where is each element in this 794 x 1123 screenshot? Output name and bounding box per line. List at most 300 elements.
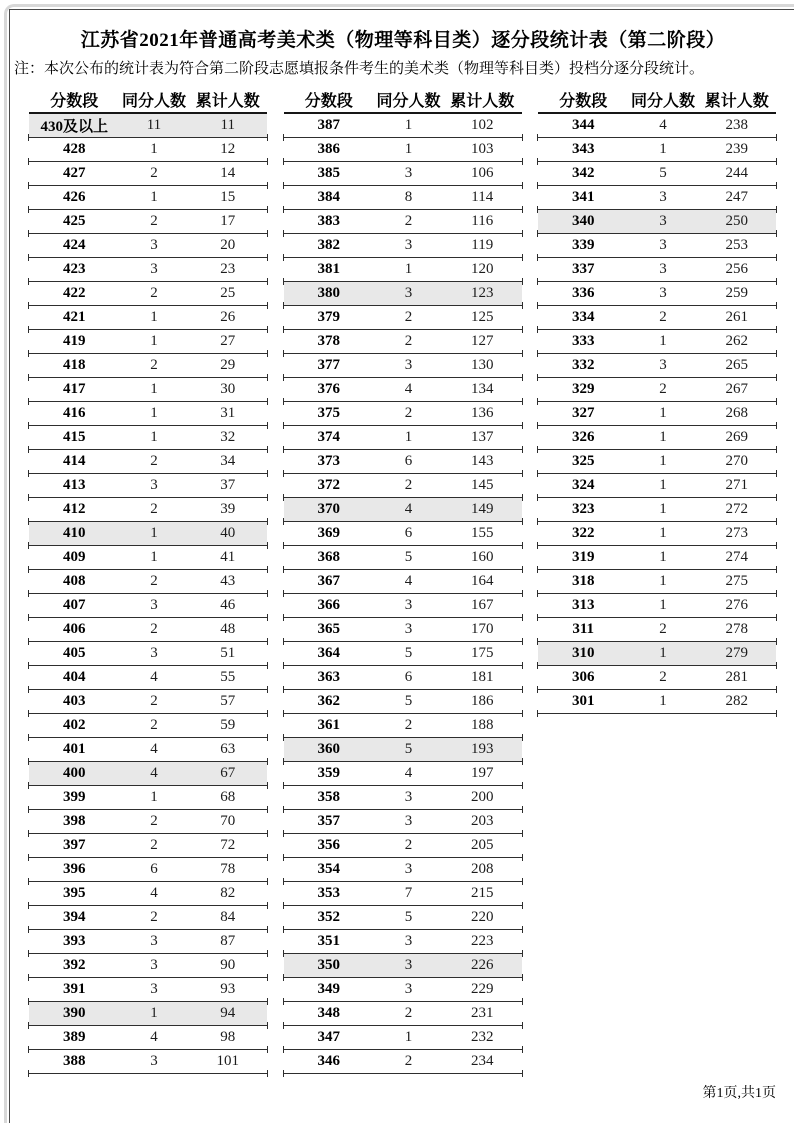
cumulative-count-cell: 205 — [443, 834, 522, 858]
score-band-cell: 407 — [29, 594, 119, 618]
same-score-count-cell: 1 — [628, 498, 697, 522]
same-score-count-cell: 1 — [628, 594, 697, 618]
cumulative-count-cell: 72 — [188, 834, 267, 858]
score-band-cell: 394 — [29, 906, 119, 930]
table-row — [284, 306, 522, 330]
table-row — [29, 402, 267, 426]
same-score-count-cell: 1 — [374, 113, 443, 138]
table-row — [284, 1026, 522, 1050]
score-band-cell: 363 — [284, 666, 374, 690]
cumulative-count-cell: 43 — [188, 570, 267, 594]
cumulative-count-cell: 256 — [697, 258, 776, 282]
same-score-count-cell: 1 — [628, 522, 697, 546]
table-row — [29, 474, 267, 498]
cumulative-count-cell: 170 — [443, 618, 522, 642]
same-score-count-cell: 7 — [374, 882, 443, 906]
cumulative-count-cell: 229 — [443, 978, 522, 1002]
score-band-cell: 393 — [29, 930, 119, 954]
table-row — [284, 378, 522, 402]
same-score-count-cell: 1 — [119, 330, 188, 354]
cumulative-count-cell: 123 — [443, 282, 522, 306]
score-band-cell: 389 — [29, 1026, 119, 1050]
table-row — [538, 402, 776, 426]
cumulative-count-cell: 41 — [188, 546, 267, 570]
same-score-count-cell: 3 — [374, 234, 443, 258]
table-row — [29, 594, 267, 618]
table-row — [29, 810, 267, 834]
table-row — [29, 906, 267, 930]
score-band-cell: 419 — [29, 330, 119, 354]
cumulative-count-cell: 269 — [697, 426, 776, 450]
table-row — [284, 234, 522, 258]
score-band-cell: 344 — [538, 113, 628, 138]
cumulative-count-cell: 197 — [443, 762, 522, 786]
same-score-count-cell: 3 — [119, 642, 188, 666]
table-row — [284, 186, 522, 210]
same-score-count-cell: 2 — [628, 306, 697, 330]
score-band-cell: 381 — [284, 258, 374, 282]
table-row — [29, 426, 267, 450]
score-band-cell: 379 — [284, 306, 374, 330]
same-score-count-cell: 1 — [628, 570, 697, 594]
same-score-count-cell: 1 — [628, 138, 697, 162]
score-band-cell: 396 — [29, 858, 119, 882]
cumulative-count-cell: 238 — [697, 113, 776, 138]
same-score-count-cell: 2 — [374, 834, 443, 858]
cumulative-count-cell: 134 — [443, 378, 522, 402]
table-row — [284, 690, 522, 714]
table-row — [284, 450, 522, 474]
same-score-count-cell: 1 — [119, 378, 188, 402]
score-band-cell: 370 — [284, 498, 374, 522]
table-row — [284, 882, 522, 906]
score-band-cell: 332 — [538, 354, 628, 378]
cumulative-count-cell: 239 — [697, 138, 776, 162]
table-row — [29, 258, 267, 282]
cumulative-count-cell: 215 — [443, 882, 522, 906]
same-score-count-cell: 6 — [119, 858, 188, 882]
table-row — [284, 618, 522, 642]
same-score-count-cell: 2 — [374, 714, 443, 738]
cumulative-count-cell: 136 — [443, 402, 522, 426]
same-score-count-cell: 2 — [119, 714, 188, 738]
score-band-cell: 383 — [284, 210, 374, 234]
score-band-cell: 386 — [284, 138, 374, 162]
cumulative-count-cell: 125 — [443, 306, 522, 330]
same-score-count-cell: 2 — [119, 450, 188, 474]
table-row — [284, 258, 522, 282]
score-band-cell: 372 — [284, 474, 374, 498]
score-band-cell: 391 — [29, 978, 119, 1002]
cumulative-count-cell: 32 — [188, 426, 267, 450]
cumulative-count-cell: 102 — [443, 113, 522, 138]
table-row — [538, 306, 776, 330]
cumulative-count-cell: 226 — [443, 954, 522, 978]
same-score-count-cell: 3 — [374, 594, 443, 618]
table-row — [29, 162, 267, 186]
table-row — [284, 522, 522, 546]
cumulative-count-cell: 82 — [188, 882, 267, 906]
tables-container — [29, 86, 776, 1074]
same-score-count-cell: 3 — [119, 954, 188, 978]
score-band-cell: 306 — [538, 666, 628, 690]
same-score-count-cell: 2 — [374, 210, 443, 234]
table-row — [284, 906, 522, 930]
table-row — [538, 258, 776, 282]
cumulative-count-cell: 27 — [188, 330, 267, 354]
same-score-count-cell: 3 — [119, 258, 188, 282]
cumulative-count-cell: 273 — [697, 522, 776, 546]
score-band-cell: 311 — [538, 618, 628, 642]
cumulative-count-cell: 275 — [697, 570, 776, 594]
score-band-cell: 414 — [29, 450, 119, 474]
table-row — [538, 186, 776, 210]
table-row — [29, 186, 267, 210]
score-band-cell: 374 — [284, 426, 374, 450]
table-row — [538, 330, 776, 354]
cumulative-count-cell: 119 — [443, 234, 522, 258]
score-band-cell: 427 — [29, 162, 119, 186]
table-row — [284, 834, 522, 858]
cumulative-count-cell: 116 — [443, 210, 522, 234]
table-row — [538, 138, 776, 162]
score-band-cell: 310 — [538, 642, 628, 666]
score-band-cell: 418 — [29, 354, 119, 378]
cumulative-count-cell: 137 — [443, 426, 522, 450]
table-row — [284, 282, 522, 306]
same-score-count-cell: 3 — [374, 162, 443, 186]
score-band-cell: 376 — [284, 378, 374, 402]
score-band-cell: 343 — [538, 138, 628, 162]
table-row — [538, 546, 776, 570]
table-row — [284, 570, 522, 594]
column-header-score: 分数段 — [538, 86, 628, 113]
cumulative-count-cell: 274 — [697, 546, 776, 570]
same-score-count-cell: 1 — [119, 402, 188, 426]
same-score-count-cell: 3 — [628, 186, 697, 210]
same-score-count-cell: 5 — [374, 906, 443, 930]
table-row — [29, 690, 267, 714]
table-row — [29, 1002, 267, 1026]
cumulative-count-cell: 87 — [188, 930, 267, 954]
same-score-count-cell: 1 — [628, 546, 697, 570]
same-score-count-cell: 6 — [374, 522, 443, 546]
table-row — [284, 498, 522, 522]
cumulative-count-cell: 106 — [443, 162, 522, 186]
same-score-count-cell: 3 — [628, 354, 697, 378]
table-row — [29, 834, 267, 858]
same-score-count-cell: 2 — [119, 690, 188, 714]
score-band-cell: 409 — [29, 546, 119, 570]
table-row — [29, 378, 267, 402]
table-row — [538, 354, 776, 378]
score-band-cell: 339 — [538, 234, 628, 258]
score-band-cell: 356 — [284, 834, 374, 858]
same-score-count-cell: 4 — [119, 762, 188, 786]
score-band-cell: 301 — [538, 690, 628, 714]
same-score-count-cell: 5 — [374, 690, 443, 714]
cumulative-count-cell: 220 — [443, 906, 522, 930]
same-score-count-cell: 2 — [119, 906, 188, 930]
cumulative-count-cell: 48 — [188, 618, 267, 642]
table-row — [538, 426, 776, 450]
score-band-cell: 408 — [29, 570, 119, 594]
cumulative-count-cell: 188 — [443, 714, 522, 738]
table-row — [29, 882, 267, 906]
cumulative-count-cell: 37 — [188, 474, 267, 498]
cumulative-count-cell: 63 — [188, 738, 267, 762]
score-band-cell: 423 — [29, 258, 119, 282]
table-row — [29, 306, 267, 330]
table-row — [284, 402, 522, 426]
score-band-cell: 352 — [284, 906, 374, 930]
score-band-cell: 388 — [29, 1050, 119, 1074]
same-score-count-cell: 2 — [119, 354, 188, 378]
same-score-count-cell: 2 — [119, 282, 188, 306]
cumulative-count-cell: 160 — [443, 546, 522, 570]
table-row — [538, 618, 776, 642]
cumulative-count-cell: 208 — [443, 858, 522, 882]
score-band-cell: 375 — [284, 402, 374, 426]
score-band-cell: 318 — [538, 570, 628, 594]
same-score-count-cell: 3 — [628, 282, 697, 306]
table-row — [29, 330, 267, 354]
score-band-cell: 361 — [284, 714, 374, 738]
cumulative-count-cell: 23 — [188, 258, 267, 282]
score-band-cell: 357 — [284, 810, 374, 834]
table-row — [29, 1050, 267, 1074]
cumulative-count-cell: 186 — [443, 690, 522, 714]
stats-table-2 — [284, 86, 522, 1074]
cumulative-count-cell: 259 — [697, 282, 776, 306]
same-score-count-cell: 4 — [374, 378, 443, 402]
table-row — [538, 690, 776, 714]
same-score-count-cell: 5 — [374, 738, 443, 762]
same-score-count-cell: 1 — [374, 1026, 443, 1050]
cumulative-count-cell: 270 — [697, 450, 776, 474]
column-header-score: 分数段 — [29, 86, 119, 113]
table-row — [538, 282, 776, 306]
cumulative-count-cell: 29 — [188, 354, 267, 378]
table-row — [284, 642, 522, 666]
cumulative-count-cell: 250 — [697, 210, 776, 234]
same-score-count-cell: 4 — [119, 1026, 188, 1050]
cumulative-count-cell: 261 — [697, 306, 776, 330]
same-score-count-cell: 3 — [374, 786, 443, 810]
score-band-cell: 416 — [29, 402, 119, 426]
cumulative-count-cell: 145 — [443, 474, 522, 498]
same-score-count-cell: 3 — [119, 234, 188, 258]
same-score-count-cell: 4 — [374, 762, 443, 786]
table-row — [284, 786, 522, 810]
score-band-cell: 400 — [29, 762, 119, 786]
same-score-count-cell: 1 — [628, 450, 697, 474]
cumulative-count-cell: 200 — [443, 786, 522, 810]
score-band-cell: 392 — [29, 954, 119, 978]
cumulative-count-cell: 278 — [697, 618, 776, 642]
score-band-cell: 346 — [284, 1050, 374, 1074]
cumulative-count-cell: 223 — [443, 930, 522, 954]
table-row — [29, 1026, 267, 1050]
cumulative-count-cell: 231 — [443, 1002, 522, 1026]
score-band-cell: 405 — [29, 642, 119, 666]
table-row — [284, 1050, 522, 1074]
table-row — [284, 594, 522, 618]
cumulative-count-cell: 46 — [188, 594, 267, 618]
table-row — [29, 714, 267, 738]
cumulative-count-cell: 271 — [697, 474, 776, 498]
same-score-count-cell: 3 — [374, 930, 443, 954]
cumulative-count-cell: 265 — [697, 354, 776, 378]
cumulative-count-cell: 25 — [188, 282, 267, 306]
score-band-cell: 404 — [29, 666, 119, 690]
score-band-cell: 377 — [284, 354, 374, 378]
cumulative-count-cell: 55 — [188, 666, 267, 690]
cumulative-count-cell: 70 — [188, 810, 267, 834]
same-score-count-cell: 2 — [628, 618, 697, 642]
score-band-cell: 334 — [538, 306, 628, 330]
cumulative-count-cell: 103 — [443, 138, 522, 162]
column-header-count: 同分人数 — [628, 86, 697, 113]
cumulative-count-cell: 94 — [188, 1002, 267, 1026]
same-score-count-cell: 2 — [119, 498, 188, 522]
cumulative-count-cell: 234 — [443, 1050, 522, 1074]
score-band-cell: 342 — [538, 162, 628, 186]
cumulative-count-cell: 84 — [188, 906, 267, 930]
score-band-cell: 397 — [29, 834, 119, 858]
table-row — [29, 113, 267, 138]
column-header-cum: 累计人数 — [443, 86, 522, 113]
cumulative-count-cell: 12 — [188, 138, 267, 162]
table-row — [538, 666, 776, 690]
column-header-count: 同分人数 — [119, 86, 188, 113]
cumulative-count-cell: 39 — [188, 498, 267, 522]
table-row — [538, 522, 776, 546]
score-band-cell: 413 — [29, 474, 119, 498]
cumulative-count-cell: 281 — [697, 666, 776, 690]
score-band-cell: 380 — [284, 282, 374, 306]
column-header-cum: 累计人数 — [188, 86, 267, 113]
score-band-cell: 323 — [538, 498, 628, 522]
cumulative-count-cell: 120 — [443, 258, 522, 282]
same-score-count-cell: 2 — [374, 1002, 443, 1026]
header-row — [284, 86, 522, 113]
score-band-cell: 401 — [29, 738, 119, 762]
same-score-count-cell: 4 — [374, 570, 443, 594]
table-row — [284, 162, 522, 186]
same-score-count-cell: 11 — [119, 113, 188, 138]
cumulative-count-cell: 11 — [188, 113, 267, 138]
cumulative-count-cell: 143 — [443, 450, 522, 474]
same-score-count-cell: 2 — [628, 666, 697, 690]
table-row — [29, 234, 267, 258]
score-band-cell: 326 — [538, 426, 628, 450]
cumulative-count-cell: 232 — [443, 1026, 522, 1050]
cumulative-count-cell: 15 — [188, 186, 267, 210]
score-band-cell: 364 — [284, 642, 374, 666]
cumulative-count-cell: 164 — [443, 570, 522, 594]
same-score-count-cell: 2 — [374, 1050, 443, 1074]
same-score-count-cell: 4 — [374, 498, 443, 522]
same-score-count-cell: 5 — [374, 546, 443, 570]
score-band-cell: 430及以上 — [29, 113, 119, 138]
score-band-cell: 348 — [284, 1002, 374, 1026]
table-row — [538, 234, 776, 258]
score-band-cell: 422 — [29, 282, 119, 306]
score-band-cell: 385 — [284, 162, 374, 186]
same-score-count-cell: 8 — [374, 186, 443, 210]
score-band-cell: 327 — [538, 402, 628, 426]
table-row — [29, 138, 267, 162]
score-band-cell: 369 — [284, 522, 374, 546]
cumulative-count-cell: 17 — [188, 210, 267, 234]
same-score-count-cell: 3 — [374, 954, 443, 978]
score-band-cell: 340 — [538, 210, 628, 234]
column-header-count: 同分人数 — [374, 86, 443, 113]
score-band-cell: 358 — [284, 786, 374, 810]
score-band-cell: 373 — [284, 450, 374, 474]
same-score-count-cell: 3 — [628, 234, 697, 258]
score-band-cell: 417 — [29, 378, 119, 402]
same-score-count-cell: 2 — [119, 570, 188, 594]
same-score-count-cell: 3 — [374, 810, 443, 834]
table-row — [29, 498, 267, 522]
table-row — [29, 954, 267, 978]
table-row — [284, 930, 522, 954]
table-row — [29, 786, 267, 810]
same-score-count-cell: 3 — [119, 978, 188, 1002]
table-row — [284, 1002, 522, 1026]
table-row — [29, 546, 267, 570]
score-band-cell: 341 — [538, 186, 628, 210]
same-score-count-cell: 2 — [119, 834, 188, 858]
cumulative-count-cell: 203 — [443, 810, 522, 834]
same-score-count-cell: 3 — [374, 282, 443, 306]
same-score-count-cell: 1 — [628, 330, 697, 354]
table-row — [29, 570, 267, 594]
cumulative-count-cell: 282 — [697, 690, 776, 714]
table-row — [538, 594, 776, 618]
page-note: 注：本次公布的统计表为符合第二阶段志愿填报条件考生的美术类（物理等科目类）投档分逐分段统计。 — [14, 61, 705, 77]
score-band-cell: 384 — [284, 186, 374, 210]
score-band-cell: 368 — [284, 546, 374, 570]
cumulative-count-cell: 181 — [443, 666, 522, 690]
same-score-count-cell: 3 — [374, 858, 443, 882]
cumulative-count-cell: 276 — [697, 594, 776, 618]
same-score-count-cell: 1 — [119, 522, 188, 546]
table-row — [29, 930, 267, 954]
same-score-count-cell: 3 — [119, 930, 188, 954]
score-band-cell: 362 — [284, 690, 374, 714]
cumulative-count-cell: 78 — [188, 858, 267, 882]
score-band-cell: 399 — [29, 786, 119, 810]
table-row — [284, 738, 522, 762]
score-band-cell: 410 — [29, 522, 119, 546]
same-score-count-cell: 2 — [374, 306, 443, 330]
column-header-score: 分数段 — [284, 86, 374, 113]
cumulative-count-cell: 34 — [188, 450, 267, 474]
same-score-count-cell: 3 — [119, 1050, 188, 1074]
same-score-count-cell: 3 — [628, 210, 697, 234]
table-row — [29, 354, 267, 378]
cumulative-count-cell: 193 — [443, 738, 522, 762]
same-score-count-cell: 6 — [374, 666, 443, 690]
score-band-cell: 366 — [284, 594, 374, 618]
score-band-cell: 428 — [29, 138, 119, 162]
cumulative-count-cell: 40 — [188, 522, 267, 546]
table-row — [284, 954, 522, 978]
same-score-count-cell: 3 — [628, 258, 697, 282]
